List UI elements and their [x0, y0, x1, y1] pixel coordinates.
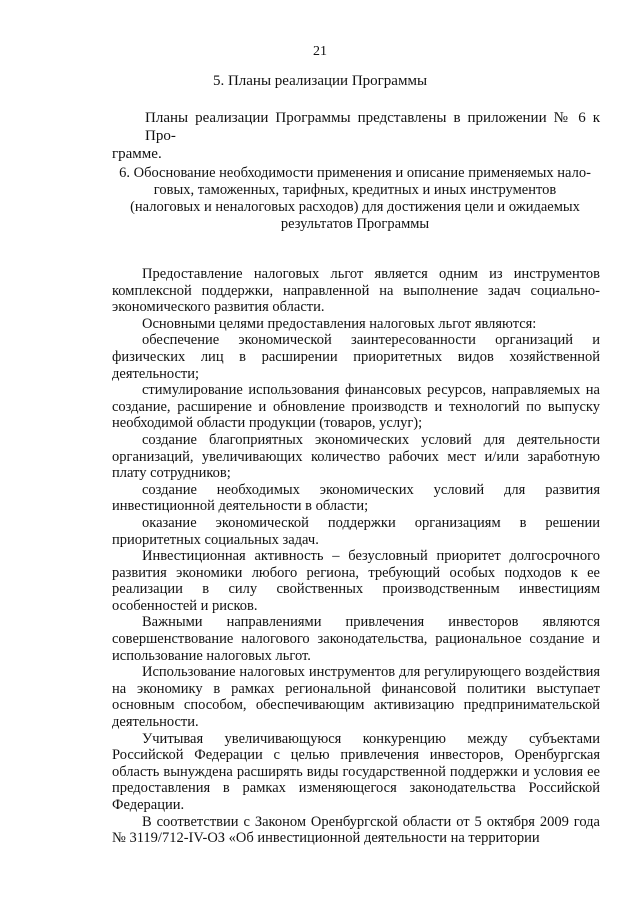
- body-paragraph: стимулирование использования финансовых ресурсов, направляемых на создание, расширение и обновление производств и технологий по выпуску необходимой области продукции (товаров, услуг);: [112, 382, 600, 432]
- plans-paragraph: [112, 109, 600, 163]
- body-paragraph: Предоставление налоговых льгот является одним из инструментов комплексной поддержки, направленной на выполнение задач социально-экономического развития области.: [112, 266, 600, 316]
- page-number: 21: [313, 44, 327, 59]
- body-paragraph: Основными целями предоставления налоговых льгот являются:: [142, 315, 537, 332]
- body-paragraph: Важными направлениями привлечения инвесторов являются совершенствование налогового законодательства, рациональное создание и использование налоговых льгот.: [112, 614, 600, 664]
- section-6-title: 6. Обоснование необходимости применения и описание применяемых нало- говых, таможенных, тарифных, кредитных и иных инструментов (налоговых и неналоговых расходов) для достижения цели и ожидаемых результатов Программы: [119, 165, 591, 232]
- plans-paragraph-line-2: грамме.: [112, 146, 162, 162]
- section-6-body: [112, 266, 600, 847]
- body-paragraph: оказание экономической поддержки организациям в решении приоритетных социальных задач.: [112, 514, 600, 548]
- body-paragraph: создание необходимых экономических условий для развития инвестиционной деятельности в области;: [112, 481, 600, 515]
- body-paragraph: создание благоприятных экономических условий для деятельности организаций, увеличивающих количество рабочих мест и/или заработную плату сотрудников;: [112, 431, 600, 482]
- body-paragraph: Учитывая увеличивающуюся конкуренцию между субъектами Российской Федерации с целью привлечения инвесторов, Оренбургская область вынуждена расширять виды государственной поддержки и условия ее предоставления в рамках изменяющегося законодательства Российской Федерации.: [112, 730, 600, 813]
- plans-paragraph-line-1: Планы реализации Программы представлены в приложении № 6 к Про-: [145, 110, 600, 144]
- body-paragraph: Использование налоговых инструментов для регулирующего воздействия на экономику в рамках региональной финансовой политики выступает основным способом, обеспечивающим активизацию предпринимательской деятельности.: [112, 664, 600, 731]
- body-paragraph: В соответствии с Законом Оренбургской области от 5 октября 2009 года № 3119/712-IV-ОЗ «Об инвестиционной деятельности на территории: [112, 813, 600, 847]
- body-paragraph: Инвестиционная активность – безусловный приоритет долгосрочного развития экономики любого региона, требующий особых подходов к ее реализации в силу свойственных производственным инвестициям особенностей и рисков.: [112, 548, 600, 614]
- body-paragraph: обеспечение экономической заинтересованности организаций и физических лиц в расширении приоритетных видов хозяйственной деятельности;: [112, 332, 600, 382]
- section-5-title: 5. Планы реализации Программы: [212, 73, 428, 89]
